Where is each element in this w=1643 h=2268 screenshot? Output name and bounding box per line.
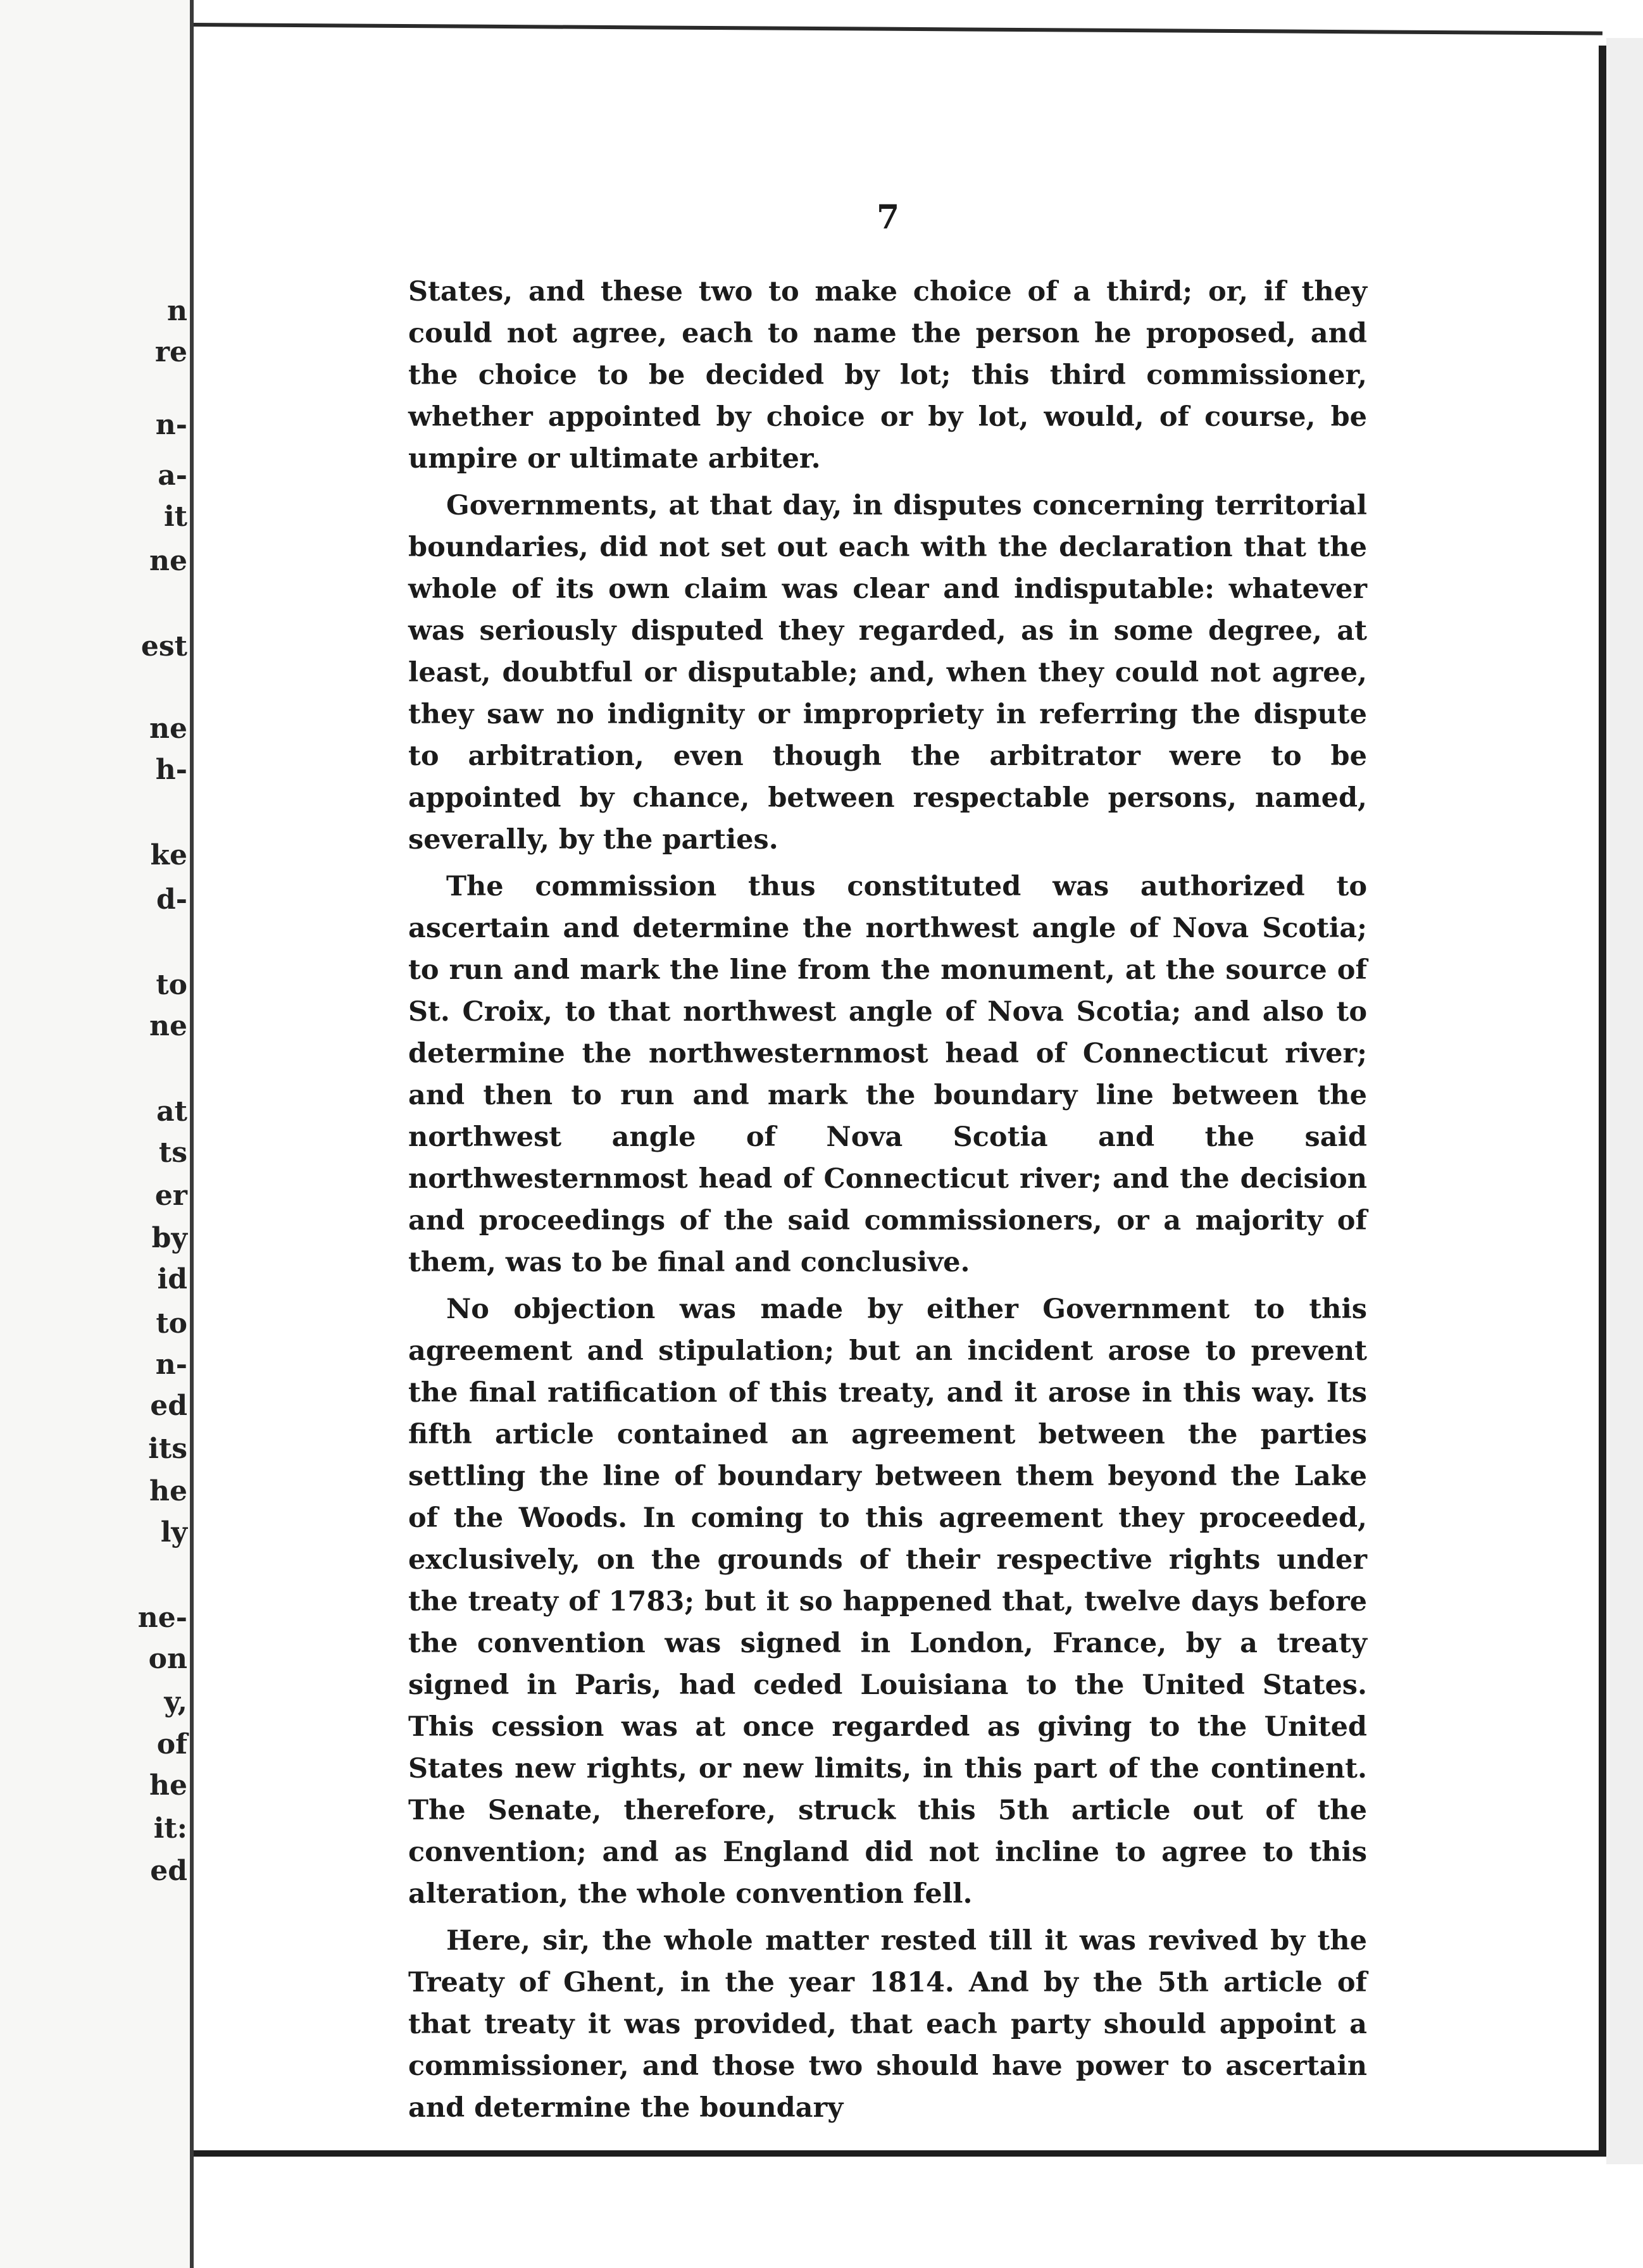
- left-facing-page: [0, 0, 190, 2268]
- left-page-fragment: to: [156, 969, 187, 1001]
- left-page-fragment: of: [156, 1728, 187, 1760]
- left-page-fragment: ts: [158, 1137, 187, 1169]
- left-page-fragment: he: [149, 1769, 187, 1802]
- left-page-fragment: ne: [149, 713, 187, 745]
- left-page-fragment: to: [156, 1307, 187, 1340]
- left-page-fragment: id: [157, 1263, 187, 1295]
- left-page-fragment: est: [141, 630, 187, 663]
- left-page-fragment: h-: [155, 754, 187, 786]
- left-page-fragment: re: [154, 336, 187, 368]
- body-text: [408, 271, 1367, 2134]
- left-page-fragment: n-: [155, 409, 187, 441]
- left-page-fragment: ne-: [137, 1602, 187, 1634]
- left-page-fragment: it: [163, 501, 187, 533]
- page-edge-bottom: [194, 2150, 1606, 2157]
- paragraph: States, and these two to make choice of a third; or, if they could not agree, each to name the person he proposed, and the choice to be decided by lot; this third commissioner, whether appointed by choice or by lot, would, of course, be umpire or ultimate arbiter.: [408, 276, 1367, 475]
- left-page-fragment: d-: [156, 883, 187, 916]
- left-page-fragment: ne: [149, 1010, 187, 1042]
- left-page-fragment: er: [154, 1180, 187, 1212]
- left-page-fragment: ne: [149, 545, 187, 577]
- paragraph: Governments, at that day, in disputes concerning territorial boundaries, did not set out each with the declaration that the whole of its own claim was clear and indisputable: whatever was seriously disputed they regarded, as in some degree, at least, doubtful or disputable; and, when they could not agree, they saw no indignity or impropriety in referring the dispute to arbitration, even though the arbitrator were to be appointed by chance, between respectable persons, named, severally, by the parties.: [408, 490, 1367, 856]
- left-page-fragment: by: [151, 1222, 187, 1254]
- left-page-fragment: ed: [150, 1855, 187, 1887]
- left-page-fragment: at: [156, 1095, 187, 1128]
- left-page-fragment: a-: [158, 459, 187, 492]
- left-page-fragment: ed: [150, 1390, 187, 1422]
- left-page-fragment: its: [148, 1433, 187, 1465]
- left-page-fragment: on: [148, 1643, 187, 1675]
- paragraph: No objection was made by either Government to this agreement and stipulation; but an incident arose to prevent the final ratification of this treaty, and it arose in this way. Its fifth article contained an agreement between the parties settling the line of boundary between them beyond the Lake of the Woods. In coming to this agreement they proceeded, exclusively, on the grounds of their respective rights under the treaty of 1783; but it so happened that, twelve days before the convention was signed in London, France, by a treaty signed in Paris, had ceded Louisiana to the United States. This cession was at once regarded as giving to the United States new rights, or new limits, in this part of the continent. The Senate, therefore, struck this 5th article out of the convention; and as England did not incline to agree to this alteration, the whole convention fell.: [408, 1293, 1367, 1910]
- page-number: 7: [877, 198, 900, 237]
- left-page-fragment: he: [149, 1475, 187, 1507]
- paragraph: The commission thus constituted was authorized to ascertain and determine the northwest angle of Nova Scotia; to run and mark the line from the monument, at the source of St. Croix, to that northwest angle of Nova Scotia; and also to determine the northwesternmost head of Connecticut river; and then to run and mark the boundary line between the northwest angle of Nova Scotia and the said northwesternmost head of Connecticut river; and the decision and proceedings of the said commissioners, or a majority of them, was to be final and conclusive.: [408, 871, 1367, 1278]
- paragraph: Here, sir, the whole matter rested till it was revived by the Treaty of Ghent, in the year 1814. And by the 5th article of that treaty it was provided, that each party should appoint a commissioner, and those two should have power to ascertain and determine the boundary: [408, 1925, 1367, 2124]
- scan-margin: [1606, 38, 1643, 2164]
- left-page-fragment: ke: [150, 839, 187, 871]
- page-edge-right: [1599, 46, 1606, 2153]
- left-page-fragment: ly: [160, 1516, 187, 1548]
- left-page-fragment: n-: [155, 1349, 187, 1381]
- left-page-fragment: it:: [153, 1812, 187, 1845]
- left-page-fragment: n: [167, 295, 187, 327]
- left-page-fragment: y,: [164, 1686, 187, 1718]
